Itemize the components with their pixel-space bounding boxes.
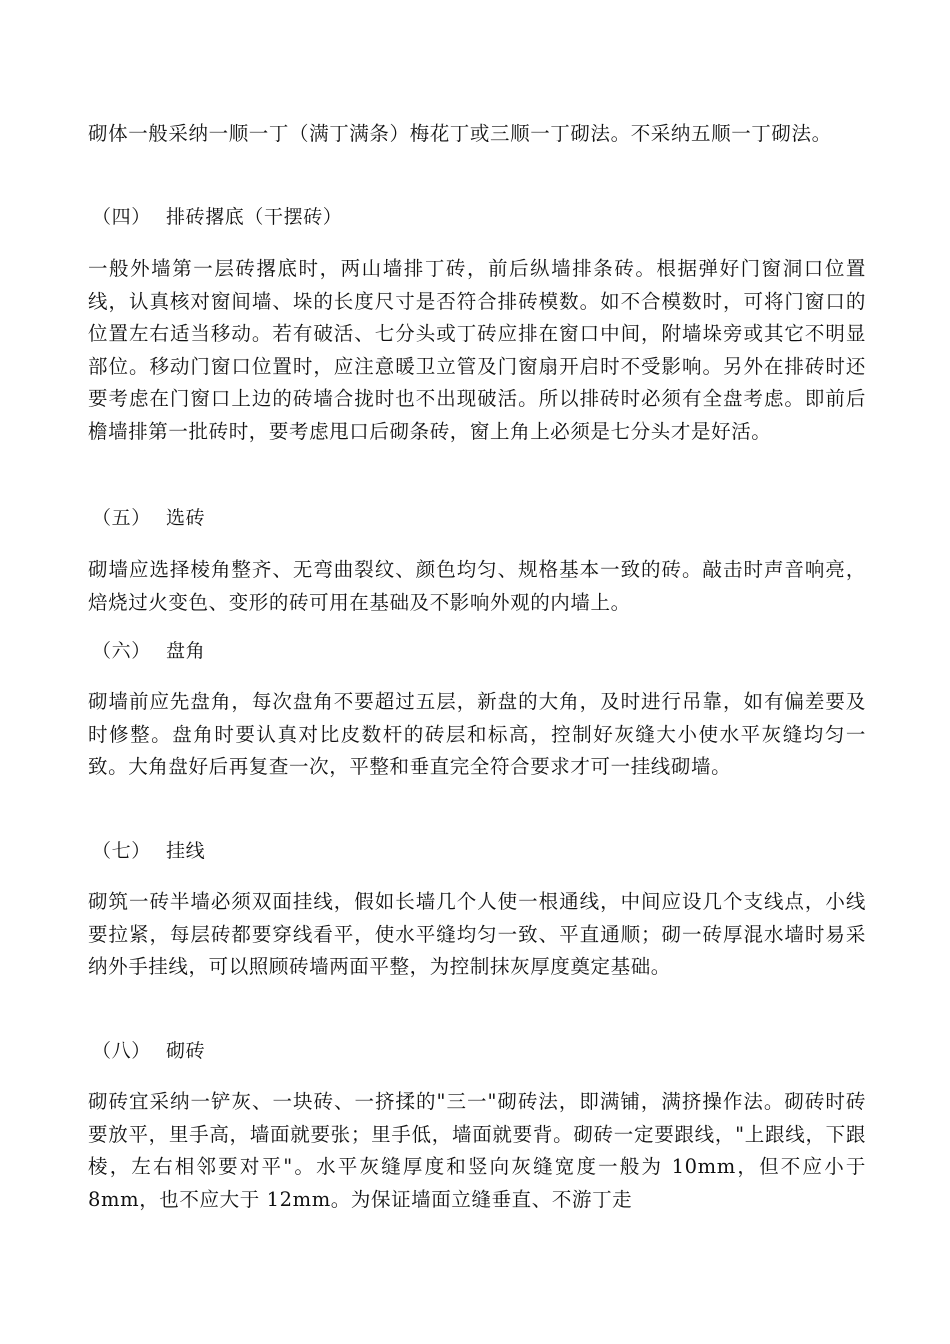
section-title: 挂线 bbox=[166, 840, 206, 862]
section-title: 选砖 bbox=[166, 507, 206, 529]
section-number: （八） bbox=[92, 1040, 151, 1062]
section-heading-5 bbox=[92, 503, 792, 533]
section-title: 砌砖 bbox=[166, 1040, 206, 1062]
section-heading-4 bbox=[92, 202, 792, 232]
section-heading-6 bbox=[92, 636, 792, 666]
section-number: （四） bbox=[92, 206, 151, 228]
section-title: 排砖撂底（干摆砖） bbox=[166, 206, 343, 228]
paragraph-bricklaying: 砌砖宜采纳一铲灰、一块砖、一挤揉的"三一"砌砖法，即满铺，满挤操作法。砌砖时砖要放平，里手高，墙面就要张；里手低，墙面就要背。砌砖一定要跟线，"上跟线，下跟棱，左右相邻要对平"。水平灰缝厚度和竖向灰缝宽度一般为 10mm，但不应小于 8mm，也不应大于 12mm。为保证墙面立缝垂直、不游丁走 bbox=[88, 1090, 866, 1211]
paragraph-brick-selection: 砌墙应选择棱角整齐、无弯曲裂纹、颜色均匀、规格基本一致的砖。敲击时声音响亮，焙烧过火变色、变形的砖可用在基础及不影响外观的内墙上。 bbox=[88, 558, 866, 614]
section-number: （五） bbox=[92, 507, 151, 529]
section-title: 盘角 bbox=[166, 640, 206, 662]
paragraph-masonry-bond: 砌体一般采纳一顺一丁（满丁满条）梅花丁或三顺一丁砌法。不采纳五顺一丁砌法。 bbox=[88, 122, 832, 145]
paragraph-brick-layout: 一般外墙第一层砖撂底时，两山墙排丁砖，前后纵墙排条砖。根据弹好门窗洞口位置线，认真核对窗间墙、垛的长度尺寸是否符合排砖模数。如不合模数时，可将门窗口的位置左右适当移动。若有破活、七分头或丁砖应排在窗口中间，附墙垛旁或其它不明显部位。移动门窗口位置时，应注意暖卫立管及门窗扇开启时不受影响。另外在排砖时还要考虑在门窗口上边的砖墙合拢时也不出现破活。所以排砖时必须有全盘考虑。即前后檐墙排第一批砖时，要考虑甩口后砌条砖，窗上角上必须是七分头才是好活。 bbox=[88, 257, 866, 443]
section-heading-8 bbox=[92, 1036, 792, 1066]
section-heading-7 bbox=[92, 836, 792, 866]
section-number: （六） bbox=[92, 640, 151, 662]
section-number: （七） bbox=[92, 840, 151, 862]
paragraph-line-hanging: 砌筑一砖半墙必须双面挂线，假如长墙几个人使一根通线，中间应设几个支线点，小线要拉紧，每层砖都要穿线看平，使水平缝均匀一致、平直通顺；砌一砖厚混水墙时易采纳外手挂线，可以照顾砖墙两面平整，为控制抹灰厚度奠定基础。 bbox=[88, 890, 866, 978]
paragraph-corner-building: 砌墙前应先盘角，每次盘角不要超过五层，新盘的大角，及时进行吊靠，如有偏差要及时修整。盘角时要认真对比皮数杆的砖层和标高，控制好灰缝大小使水平灰缝均匀一致。大角盘好后再复查一次，平整和垂直完全符合要求才可一挂线砌墙。 bbox=[88, 690, 866, 778]
